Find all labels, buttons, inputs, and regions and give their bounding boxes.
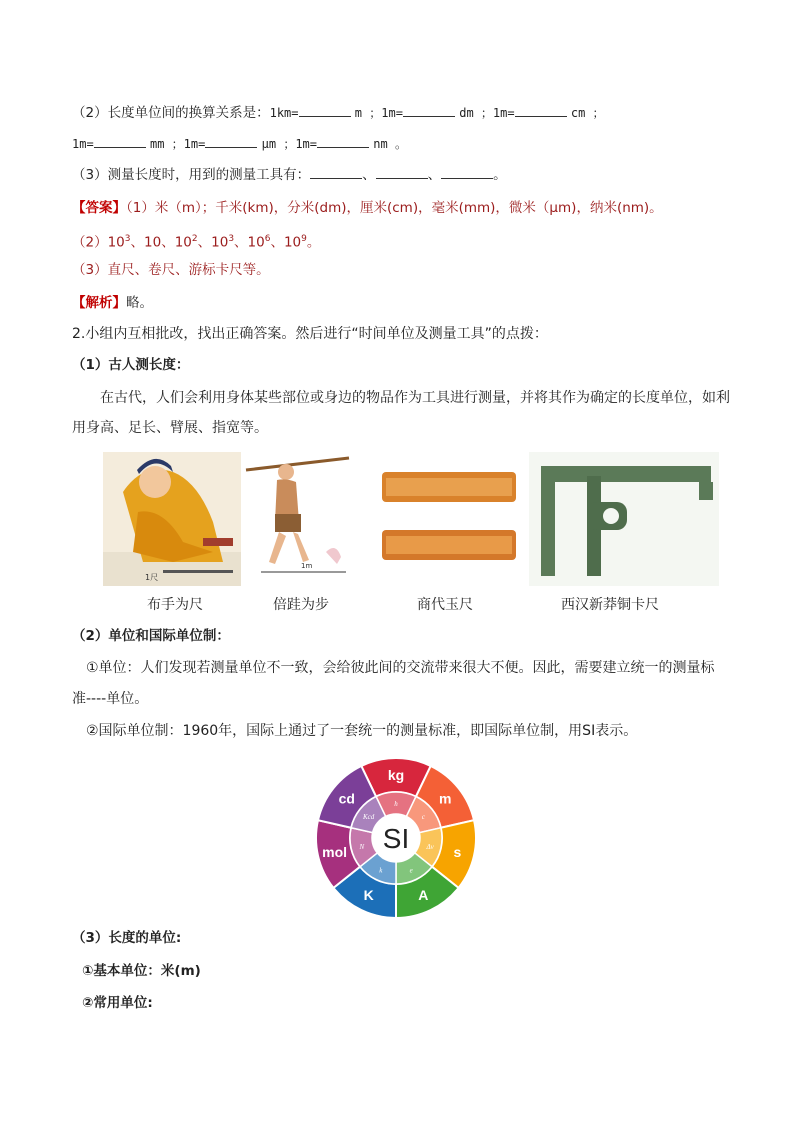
answer-line1: 【答案】（1）米（m）；千米(km)，分米(dm)，厘米(cm)，毫米(mm)，微米（μm)，纳米(nm)。 (72, 200, 663, 216)
blank-input[interactable] (205, 133, 257, 148)
answer-line2: $(2)10^3$、10、$10^2$、$10^3$、$10^6$、$10^9$。 (72, 234, 321, 251)
caption-step: 倍跬为步 (273, 597, 329, 613)
sec3-common-unit: ②常用单位: (82, 995, 153, 1011)
sec2-si-para: ②国际单位制：1960年，国际上通过了一套统一的测量标准，即国际单位制，用SI表示。 (86, 723, 638, 739)
bronze-caliper-image (529, 452, 719, 586)
sec2-title: （2）单位和国际单位制： (72, 628, 230, 644)
item2-heading: 2.小组内互相批改，找出正确答案。然后进行“时间单位及测量工具”的点拨： (72, 326, 548, 342)
sec1-title: （1）古人测长度： (72, 357, 190, 373)
si-unit-label: A (418, 886, 429, 903)
blank-input[interactable] (441, 164, 493, 179)
si-unit-label: K (363, 886, 374, 903)
si-unit-label: mol (322, 844, 348, 861)
analysis-line: 【解析】略。 (72, 295, 153, 311)
walking-man-image (241, 452, 351, 586)
blank-input[interactable] (317, 133, 369, 148)
si-unit-label: kg (387, 767, 405, 783)
si-unit-label: m (439, 790, 452, 807)
si-unit-label: s (453, 844, 462, 861)
si-constant-label: e (409, 866, 413, 875)
q2-line2: 1m= mm ；1m= μm ；1m= nm 。 (72, 133, 407, 154)
si-constant-label: h (394, 800, 398, 808)
blank-input[interactable] (403, 102, 455, 117)
ruler-mark: 1尺 (145, 573, 159, 582)
sec1-paragraph: 在古代，人们会利用身体某些部位或身边的物品作为工具进行测量，并将其作为确定的长度单位，如利用身高、足长、臂展、指宽等。 (72, 390, 730, 436)
blank-input[interactable] (310, 164, 362, 179)
si-constant-label: k (379, 866, 383, 875)
si-constant-label: c (421, 813, 425, 822)
jade-ruler-image (378, 452, 520, 586)
caption-caliper: 西汉新莽铜卡尺 (561, 597, 659, 613)
q2-prefix: （2）长度单位间的换算关系是： (72, 105, 270, 121)
hand-ruler-image (103, 452, 241, 586)
blank-input[interactable] (376, 164, 428, 179)
si-constant-label: N (359, 842, 365, 851)
blank-input[interactable] (515, 102, 567, 117)
caption-jade-ruler: 商代玉尺 (417, 597, 473, 613)
sec3-base-unit: ①基本单位：米(m) (82, 963, 201, 979)
si-center-label: SI (382, 823, 410, 854)
q3-line: （3）测量长度时，用到的测量工具有： 、 、 。 (72, 164, 507, 185)
si-constant-label: Kcd (362, 813, 375, 822)
answer-line3: （3）直尺、卷尺、游标卡尺等。 (72, 262, 270, 278)
blank-input[interactable] (299, 102, 351, 117)
si-constant-label: Δν (426, 842, 434, 851)
caption-hand-ruler: 布手为尺 (147, 597, 203, 613)
answer-tag: 【答案】 (72, 200, 126, 216)
q2-line1: （2）长度单位间的换算关系是：1km= m ；1m= dm ；1m= cm ； (72, 102, 605, 123)
si-unit-label: cd (338, 790, 355, 807)
sec3-title: （3）长度的单位: (72, 930, 182, 946)
sec2-unit-para: ①单位：人们发现若测量单位不一致，会给彼此间的交流带来很大不便。因此，需要建立统一的测量标准----单位。 (72, 660, 715, 707)
blank-input[interactable] (94, 133, 146, 148)
si-units-wheel (314, 756, 478, 920)
step-mark: 1m (301, 562, 313, 570)
